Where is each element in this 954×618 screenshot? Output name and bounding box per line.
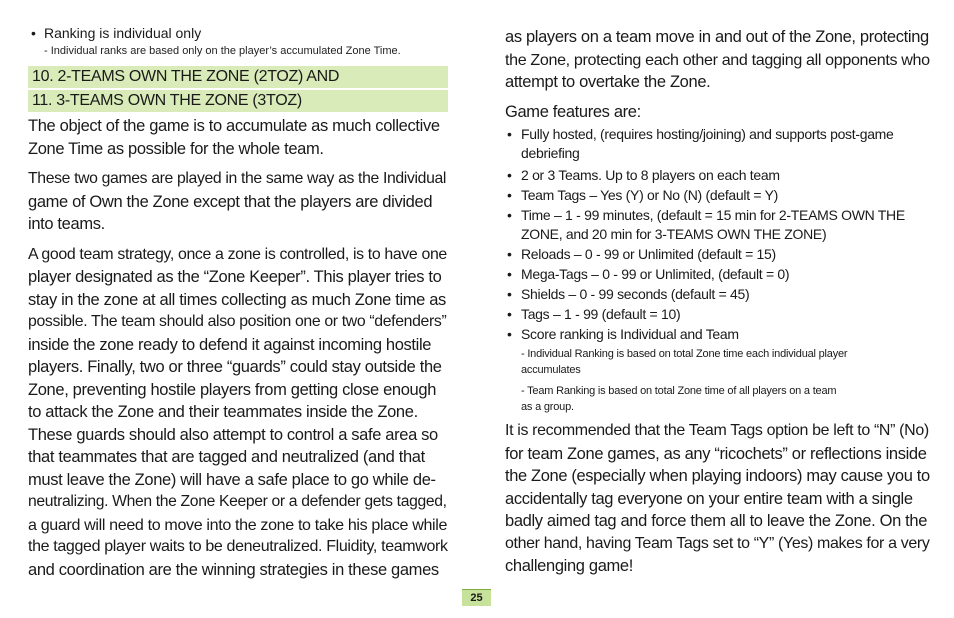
features-label: Game features are:	[505, 102, 641, 121]
list-item	[505, 325, 930, 344]
text-line: badly aimed tag and force them all to leave the Zone. On the	[505, 512, 928, 530]
text-line: These guards should also attempt to control a safe area so	[28, 425, 438, 444]
item-line: • Time – 1 - 99 minutes, (default = 15 min for 2-TEAMS OWN THE	[521, 207, 905, 223]
text-line: These two games are played in the same way as the Individual	[28, 170, 447, 187]
text-line: a guard will need to move into the zone to take his place while	[28, 515, 448, 534]
text-line: that teammates that are tagged and neutralized (and that	[28, 448, 425, 466]
heading-3toz: 11. 3-TEAMS OWN THE ZONE (3TOZ)	[28, 90, 448, 112]
list-item	[505, 265, 930, 284]
item-line: • Score ranking is Individual and Team	[521, 326, 739, 342]
text-line: inside the zone ready to defend it against incoming hostile	[28, 335, 432, 354]
heading-2toz: 10. 2-TEAMS OWN THE ZONE (2TOZ) AND	[28, 66, 448, 88]
text-line: challenging game!	[505, 557, 633, 575]
sub-line: accumulates	[521, 364, 581, 376]
ranking-bullet: • Ranking is individual only	[28, 24, 448, 43]
right-column	[505, 26, 930, 578]
text-line: the tagged player waits to be deneutralized. Fluidity, teamwork	[28, 538, 448, 555]
item-line: ZONE, and 20 min for 3-TEAMS OWN THE ZONE)	[521, 226, 827, 242]
text-line: the Zone, protecting each other and tagging all opponents who	[505, 50, 930, 69]
text-line: stay in the zone at all times collecting as much Zone time as	[28, 290, 446, 309]
list-item	[505, 125, 930, 163]
item-line: • 2 or 3 Teams. Up to 8 players on each team	[521, 167, 780, 183]
text-line: must leave the Zone) will have a safe place to go while de-	[28, 470, 436, 489]
text-line: to attack the Zone and their teammates inside the Zone.	[28, 403, 418, 421]
text-line: accidentally tag everyone on your entire team with a single	[505, 489, 913, 508]
item-line: • Reloads – 0 - 99 or Unlimited (default = 15)	[521, 246, 776, 262]
paragraph-strategy	[28, 244, 448, 582]
features-list	[505, 125, 930, 415]
item-line: • Fully hosted, (requires hosting/joining) and supports post-game	[521, 126, 894, 142]
list-item	[505, 186, 930, 205]
sub-item	[505, 383, 930, 415]
list-item	[505, 206, 930, 244]
sub-line: - Team Ranking is based on total Zone time of all players on a team	[521, 385, 837, 397]
text-line: for team Zone games, as any “ricochets” or reflections inside	[505, 444, 927, 463]
list-item	[505, 245, 930, 264]
text-line: game of Own the Zone except that the players are divided	[28, 192, 433, 211]
sub-line: - Individual Ranking is based on total Zone time each individual player	[521, 348, 848, 360]
text-line: players. Finally, two or three “guards” could stay outside the	[28, 358, 442, 376]
paragraph-teams	[28, 168, 448, 236]
left-column	[28, 24, 448, 581]
item-line: debriefing	[521, 145, 580, 161]
text-line: possible. The team should also position one or two “defenders”	[28, 313, 447, 330]
ranking-sub: - Individual ranks are based only on the player’s accumulated Zone Time.	[44, 45, 401, 57]
text-line: A good team strategy, once a zone is controlled, is to have one	[28, 245, 447, 263]
item-line: • Team Tags – Yes (Y) or No (N) (default = Y)	[521, 187, 778, 203]
text-line: player designated as the “Zone Keeper”. This player tries to	[28, 268, 442, 286]
text-line: other hand, having Team Tags set to “Y” (Yes) makes for a very	[505, 534, 930, 552]
list-item	[505, 166, 930, 185]
text-line: The object of the game is to accumulate as much collective	[28, 117, 440, 135]
item-line: • Mega-Tags – 0 - 99 or Unlimited, (default = 0)	[521, 266, 790, 282]
text-line: Zone, preventing hostile players from getting close enough	[28, 380, 437, 399]
sub-line: as a group.	[521, 401, 574, 413]
text-line: into teams.	[28, 215, 105, 233]
item-line: • Tags – 1 - 99 (default = 10)	[521, 306, 681, 322]
text-line: the Zone (especially when playing indoors) may cause you to	[505, 467, 930, 485]
sub-item	[505, 346, 930, 378]
text-line: Zone Time as possible for the whole team.	[28, 139, 324, 158]
text-line: as players on a team move in and out of the Zone, protecting	[505, 28, 929, 46]
paragraph-objective	[28, 115, 448, 160]
text-line: attempt to overtake the Zone.	[505, 73, 711, 91]
text-line: neutralizing. When the Zone Keeper or a defender gets tagged,	[28, 493, 447, 510]
list-item	[505, 305, 930, 324]
list-item	[505, 285, 930, 304]
paragraph-recommendation	[505, 420, 930, 578]
text-line: It is recommended that the Team Tags option be left to “N” (No)	[505, 422, 929, 439]
paragraph-continued	[505, 26, 930, 94]
page-number: 25	[462, 589, 491, 606]
item-line: • Shields – 0 - 99 seconds (default = 45)	[521, 286, 750, 302]
text-line: and coordination are the winning strategies in these games	[28, 560, 439, 579]
